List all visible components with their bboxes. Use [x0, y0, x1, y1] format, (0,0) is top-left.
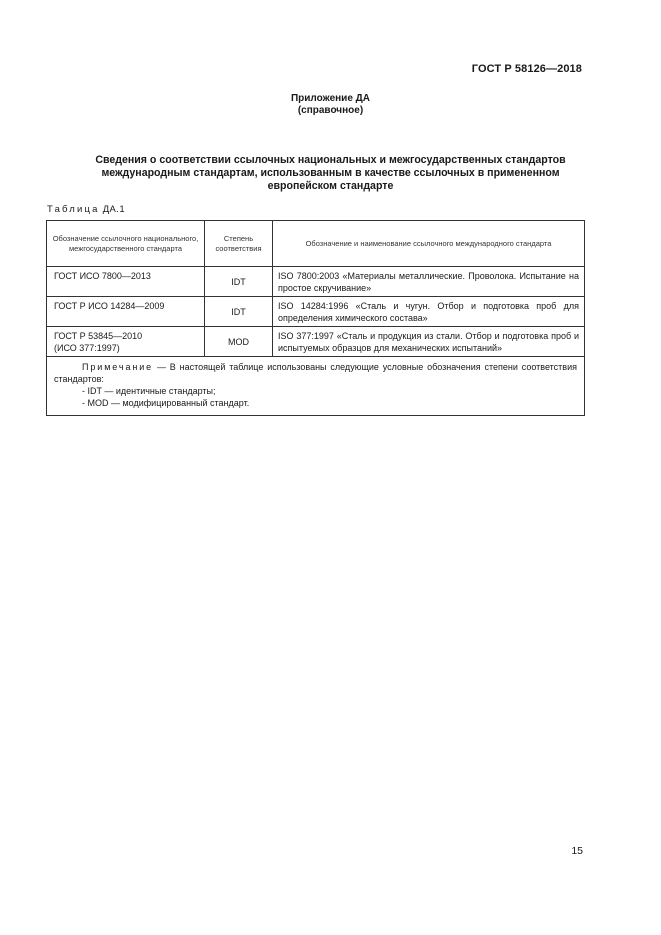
table-note-row — [47, 357, 585, 416]
annex-heading — [0, 93, 661, 117]
note-label: Примечание — [82, 362, 154, 372]
national-standard-code: ГОСТ Р 53845—2010 — [54, 331, 143, 341]
table-row — [47, 327, 585, 357]
note-text: — В настоящей таблице использованы следующие условные обозначения степени соответствия стандартов: — [54, 362, 577, 384]
national-standard-cell — [47, 297, 205, 327]
table-caption-number: ДА.1 — [102, 204, 125, 215]
degree-cell: MOD — [205, 327, 273, 357]
national-standard-cell — [47, 267, 205, 297]
section-title-line: Сведения о соответствии ссылочных национальных и межгосударственных стандартов — [95, 154, 566, 166]
national-standard-code: ГОСТ Р ИСО 14284—2009 — [54, 301, 165, 311]
page-number: 15 — [571, 845, 583, 857]
section-title-line: международным стандартам, использованным в качестве ссылочных в примененном — [101, 167, 560, 179]
national-standard-cell — [47, 327, 205, 357]
header-national-standard: Обозначение ссылочного национального, межгосударственного стандарта — [47, 221, 205, 267]
national-standard-code: ГОСТ ИСО 7800—2013 — [54, 271, 151, 281]
degree-cell: IDT — [205, 267, 273, 297]
annex-title: Приложение ДА — [290, 93, 371, 104]
table-row — [47, 267, 585, 297]
table-caption-word: Таблица — [47, 204, 100, 215]
international-standard-cell: ISO 7800:2003 «Материалы металлические. Проволока. Испытание на простое скручивание» — [273, 267, 585, 297]
table-row — [47, 297, 585, 327]
header-degree: Степень соответствия — [205, 221, 273, 267]
table-note — [47, 357, 585, 416]
header-international-standard: Обозначение и наименование ссылочного международного стандарта — [273, 221, 585, 267]
note-item: - IDT — идентичные стандарты; — [82, 386, 216, 396]
degree-cell: IDT — [205, 297, 273, 327]
section-title-line: европейском стандарте — [267, 180, 394, 192]
note-paragraph — [54, 361, 577, 385]
international-standard-cell: ISO 14284:1996 «Сталь и чугун. Отбор и подготовка проб для определения химического состава» — [273, 297, 585, 327]
document-code: ГОСТ Р 58126—2018 — [471, 63, 582, 75]
international-standard-cell: ISO 377:1997 «Сталь и продукция из стали. Отбор и подготовка проб и испытуемых образцов для механических испытаний» — [273, 327, 585, 357]
table-header-row — [47, 221, 585, 267]
annex-subtitle: (справочное) — [297, 105, 364, 116]
national-standard-equivalent: (ИСО 377:1997) — [54, 343, 120, 353]
table-caption — [47, 204, 125, 215]
note-item: - MOD — модифицированный стандарт. — [82, 398, 250, 408]
reference-standards-table — [46, 220, 585, 416]
section-title — [60, 154, 601, 193]
